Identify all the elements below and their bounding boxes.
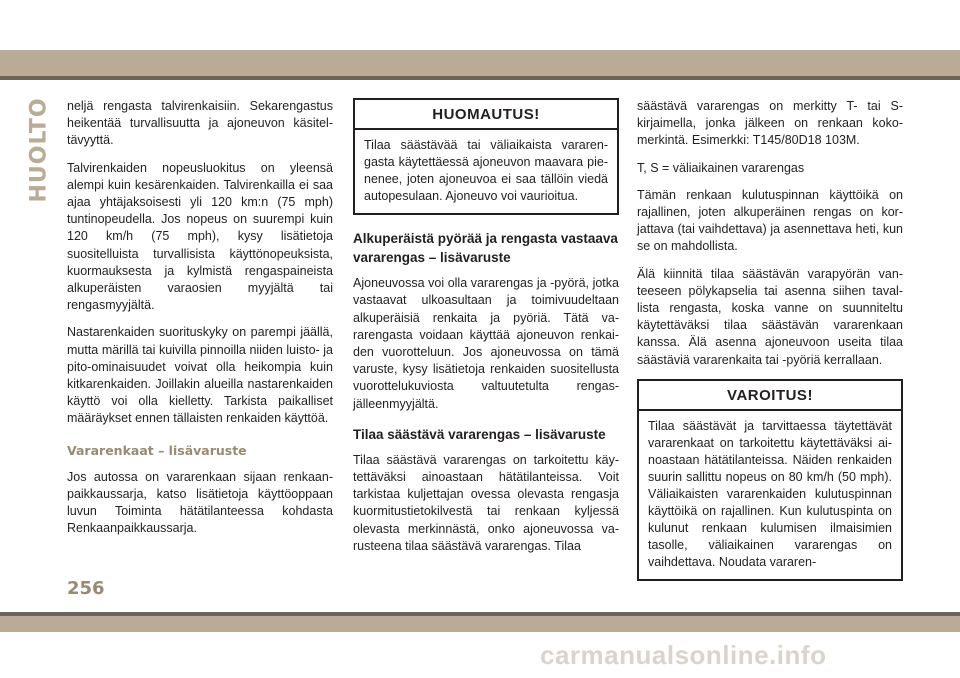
paragraph: neljä rengasta talvirenkaisiin. Sekarengastus heikentää turvallisuutta ja ajoneuvon käsiteltävyyttä. <box>67 99 333 148</box>
footer-band <box>0 616 960 632</box>
paragraph: Tilaa säästävä vararengas on tarkoitettu käytettäväksi ainoastaan hätätilanteissa. Voit tarkistaa kuljettajan ovessa olevasta rengasja kuormitustietokilvestä tai renkaan kyljessä olevasta merkinnästä, onko ajoneuvossa varusteena tilaa säästävä vararengas. Tilaa <box>353 452 619 553</box>
paragraph: T, S = väliaikainen vararengas <box>637 160 805 175</box>
section-heading: Alkuperäistä pyörää ja rengasta vastaava vararengas – lisävaruste <box>353 231 618 266</box>
paragraph: säästävä vararengas on merkitty T- tai S-kirjaimella, jonka jälkeen on renkaan kokomerkintä. Esimerkki: T145/80D18 103M. <box>637 99 903 148</box>
watermark: carmanualsonline.info <box>540 640 827 670</box>
section-heading: Tilaa säästävä vararengas – lisävaruste <box>353 426 606 442</box>
page-number: 256 <box>67 578 105 599</box>
paragraph: Tämän renkaan kulutuspinnan käyttöikä on rajallinen, joten alkuperäinen rengas on korjattava (tai vaihdettava) ja asennettava heti, kun se on mahdollista. <box>637 187 903 254</box>
paragraph: Ajoneuvossa voi olla vararengas ja -pyörä, jotka vastaavat ulkoasultaan ja toimivuudeltaan alkuperäisiä renkaita ja pyöriä. Tätä vararengasta voidaan käyttää ajoneuvon renkaiden vuorotteluun. Jos ajoneuvossa on tämä varuste, kysy lisätietoja renkaiden suositellusta vuorottelukuviosta valtuutetulta rengasjälleenmyyjältä. <box>353 276 619 411</box>
column-2 <box>353 98 619 565</box>
warning-box <box>637 379 903 581</box>
header-band <box>0 50 960 76</box>
section-tab-label: HUOLTO <box>26 97 52 203</box>
paragraph: Talvirenkaiden nopeusluokitus on yleensä alempi kuin kesärenkaiden. Talvirenkailla ei saa ajaa yhtäjaksoisesti yli 120 km:n (75 mph) tuntinopeudella. Jos nopeus on suurempi kuin 120 km/h (75 mph), kysy lisätietoja suositelluista turvallisista käyttönopeuksista, kuormauksesta ja kylmistä rengaspaineista alkuperäisten varaosien myyjältä tai rengasmyyjältä. <box>67 160 333 313</box>
header-rule <box>0 76 960 80</box>
section-tab <box>25 97 53 203</box>
paragraph: Älä kiinnitä tilaa säästävän varapyörän vanteeseen pölykapselia tai asenna siihen tavallista rengasta, koska vanne on suunniteltu käytettäväksi tilaa säästävän vararenkaan kanssa. Älä asenna ajoneuvoon useita tilaa säästäviä vararenkaita tai -pyöriä kerrallaan. <box>637 266 903 367</box>
warning-body: Tilaa säästävät ja tarvittaessa täytettävät vararenkaat on tarkoitettu käytettäväksi ainoastaan hätätilanteissa. Näiden renkaiden suurin sallittu nopeus on 80 km/h (50 mph). Väliaikaisten vararenkaiden kulutuspinnan käyttöikä on rajallinen. Kun kulutuspinta on kulunut renkaan kulumisen ilmaisimien tasolle, väliaikainen vararengas on vaihdettava. Noudata vararen- <box>648 419 892 570</box>
paragraph: Nastarenkaiden suorituskyky on parempi jäällä, mutta märillä tai kuivilla pinnoilla niiden luisto- ja pito-ominaisuudet voivat olla heikompia kuin kitkarenkaiden. Joillakin alueilla nastarenkaiden käyttö voi olla kielletty. Tarkista paikalliset määräykset ennen tällaisten renkaiden käyttöä. <box>67 325 333 426</box>
column-1 <box>67 98 333 548</box>
notice-box <box>353 98 619 215</box>
notice-body: Tilaa säästävää tai väliaikaista vararengasta käytettäessä ajoneuvon maavara pienenee, joten ajoneuvoa ei saa tällöin viedä autopesulaan. Ajoneuvo voi vaurioitua. <box>364 138 608 204</box>
notice-title: HUOMAUTUS! <box>355 100 617 130</box>
column-3 <box>637 98 903 595</box>
warning-title: VAROITUS! <box>639 381 901 411</box>
section-heading: Vararenkaat – lisävaruste <box>67 442 247 458</box>
paragraph: Jos autossa on vararenkaan sijaan renkaanpaikkaussarja, katso lisätietoja käyttöoppaan luvun Toiminta hätätilanteessa kohdasta Renkaanpaikkaussarja. <box>67 469 333 536</box>
